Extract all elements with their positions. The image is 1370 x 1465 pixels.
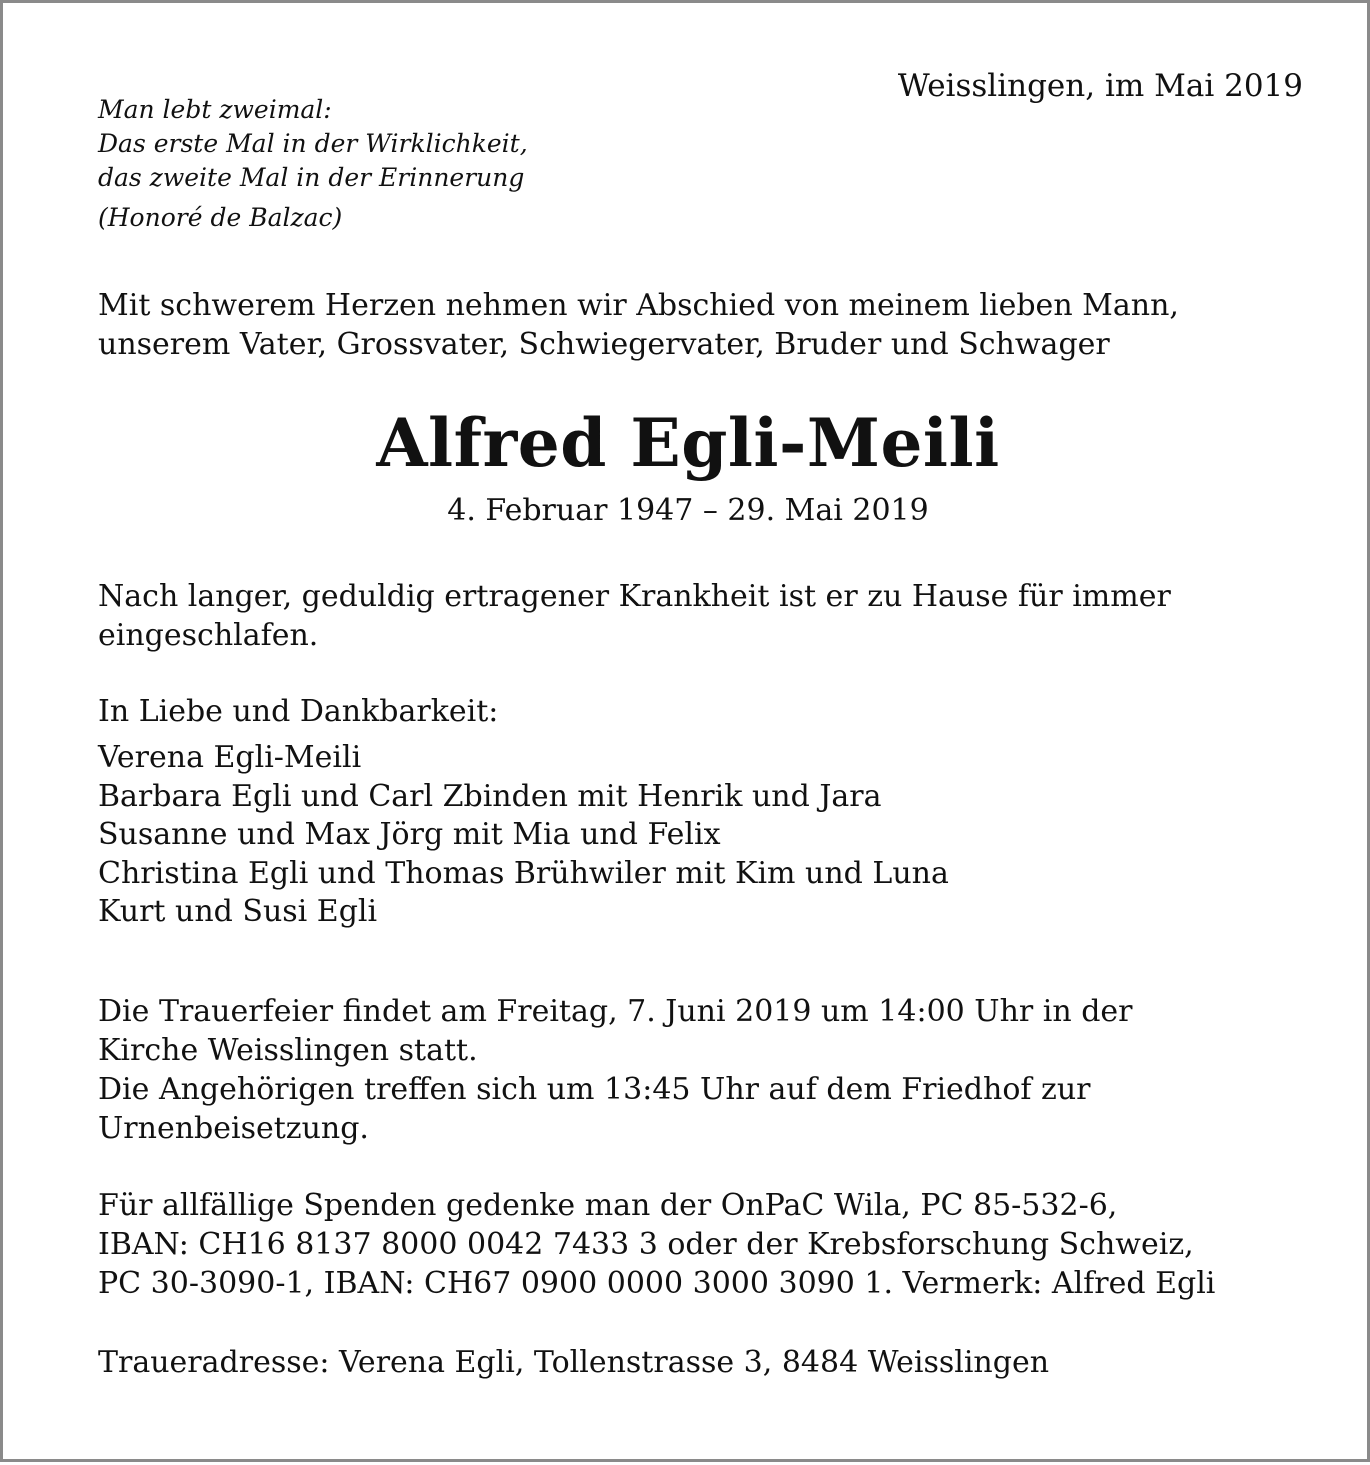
quote-line: das zweite Mal in der Erinnerung (98, 163, 525, 192)
ceremony-paragraph (98, 992, 1318, 1148)
ceremony-line: Kirche Weisslingen statt. (98, 1033, 478, 1068)
mourner-name: Christina Egli und Thomas Brühwiler mit Kim und Luna (98, 855, 949, 891)
mourning-address-text: Traueradresse: Verena Egli, Tollenstrasse 3, 8484 Weisslingen (98, 1345, 1050, 1380)
quote-line: Man lebt zweimal: (98, 95, 332, 124)
quote-block (98, 93, 658, 235)
life-dates: 4. Februar 1947 – 29. Mai 2019 (447, 493, 929, 528)
illness-line: eingeschlafen. (98, 618, 319, 653)
mourner-name: Verena Egli-Meili (98, 740, 362, 775)
mourner-name: Kurt und Susi Egli (98, 894, 378, 929)
donations-paragraph (98, 1186, 1318, 1303)
mourner-name: Susanne und Max Jörg mit Mia und Felix (98, 817, 721, 852)
donations-line: Für allfällige Spenden gedenke man der OnPaC Wila, PC 85-532-6, (98, 1188, 1118, 1223)
mourners-heading (98, 692, 1318, 731)
deceased-name: Alfred Egli-Meili (376, 404, 1000, 482)
ceremony-line: Die Trauerfeier findet am Freitag, 7. Juni 2019 um 14:00 Uhr in der (98, 994, 1133, 1029)
intro-paragraph (98, 286, 1318, 364)
mourning-address (98, 1343, 1318, 1382)
quote-author: (Honoré de Balzac) (98, 203, 343, 232)
quote-line: Das erste Mal in der Wirklichkeit, (98, 129, 528, 158)
ceremony-line: Die Angehörigen treffen sich um 13:45 Uhr auf dem Friedhof zur (98, 1072, 1091, 1107)
mourners-list (98, 739, 1318, 932)
intro-line: Mit schwerem Herzen nehmen wir Abschied von meinem lieben Mann, (98, 288, 1179, 323)
mourners-heading-text: In Liebe und Dankbarkeit: (98, 694, 499, 729)
donations-line: PC 30-3090-1, IBAN: CH67 0900 0000 3000 3090 1. Vermerk: Alfred Egli (98, 1266, 1216, 1301)
place-date: Weisslingen, im Mai 2019 (897, 68, 1303, 104)
illness-line: Nach langer, geduldig ertragener Krankheit ist er zu Hause für immer (98, 579, 1171, 614)
illness-paragraph (98, 577, 1318, 655)
mourner-name: Barbara Egli und Carl Zbinden mit Henrik und Jara (98, 778, 882, 814)
intro-line: unserem Vater, Grossvater, Schwiegervater, Bruder und Schwager (98, 327, 1110, 362)
ceremony-line: Urnenbeisetzung. (98, 1111, 369, 1146)
donations-line: IBAN: CH16 8137 8000 0042 7433 3 oder der Krebsforschung Schweiz, (98, 1227, 1194, 1262)
